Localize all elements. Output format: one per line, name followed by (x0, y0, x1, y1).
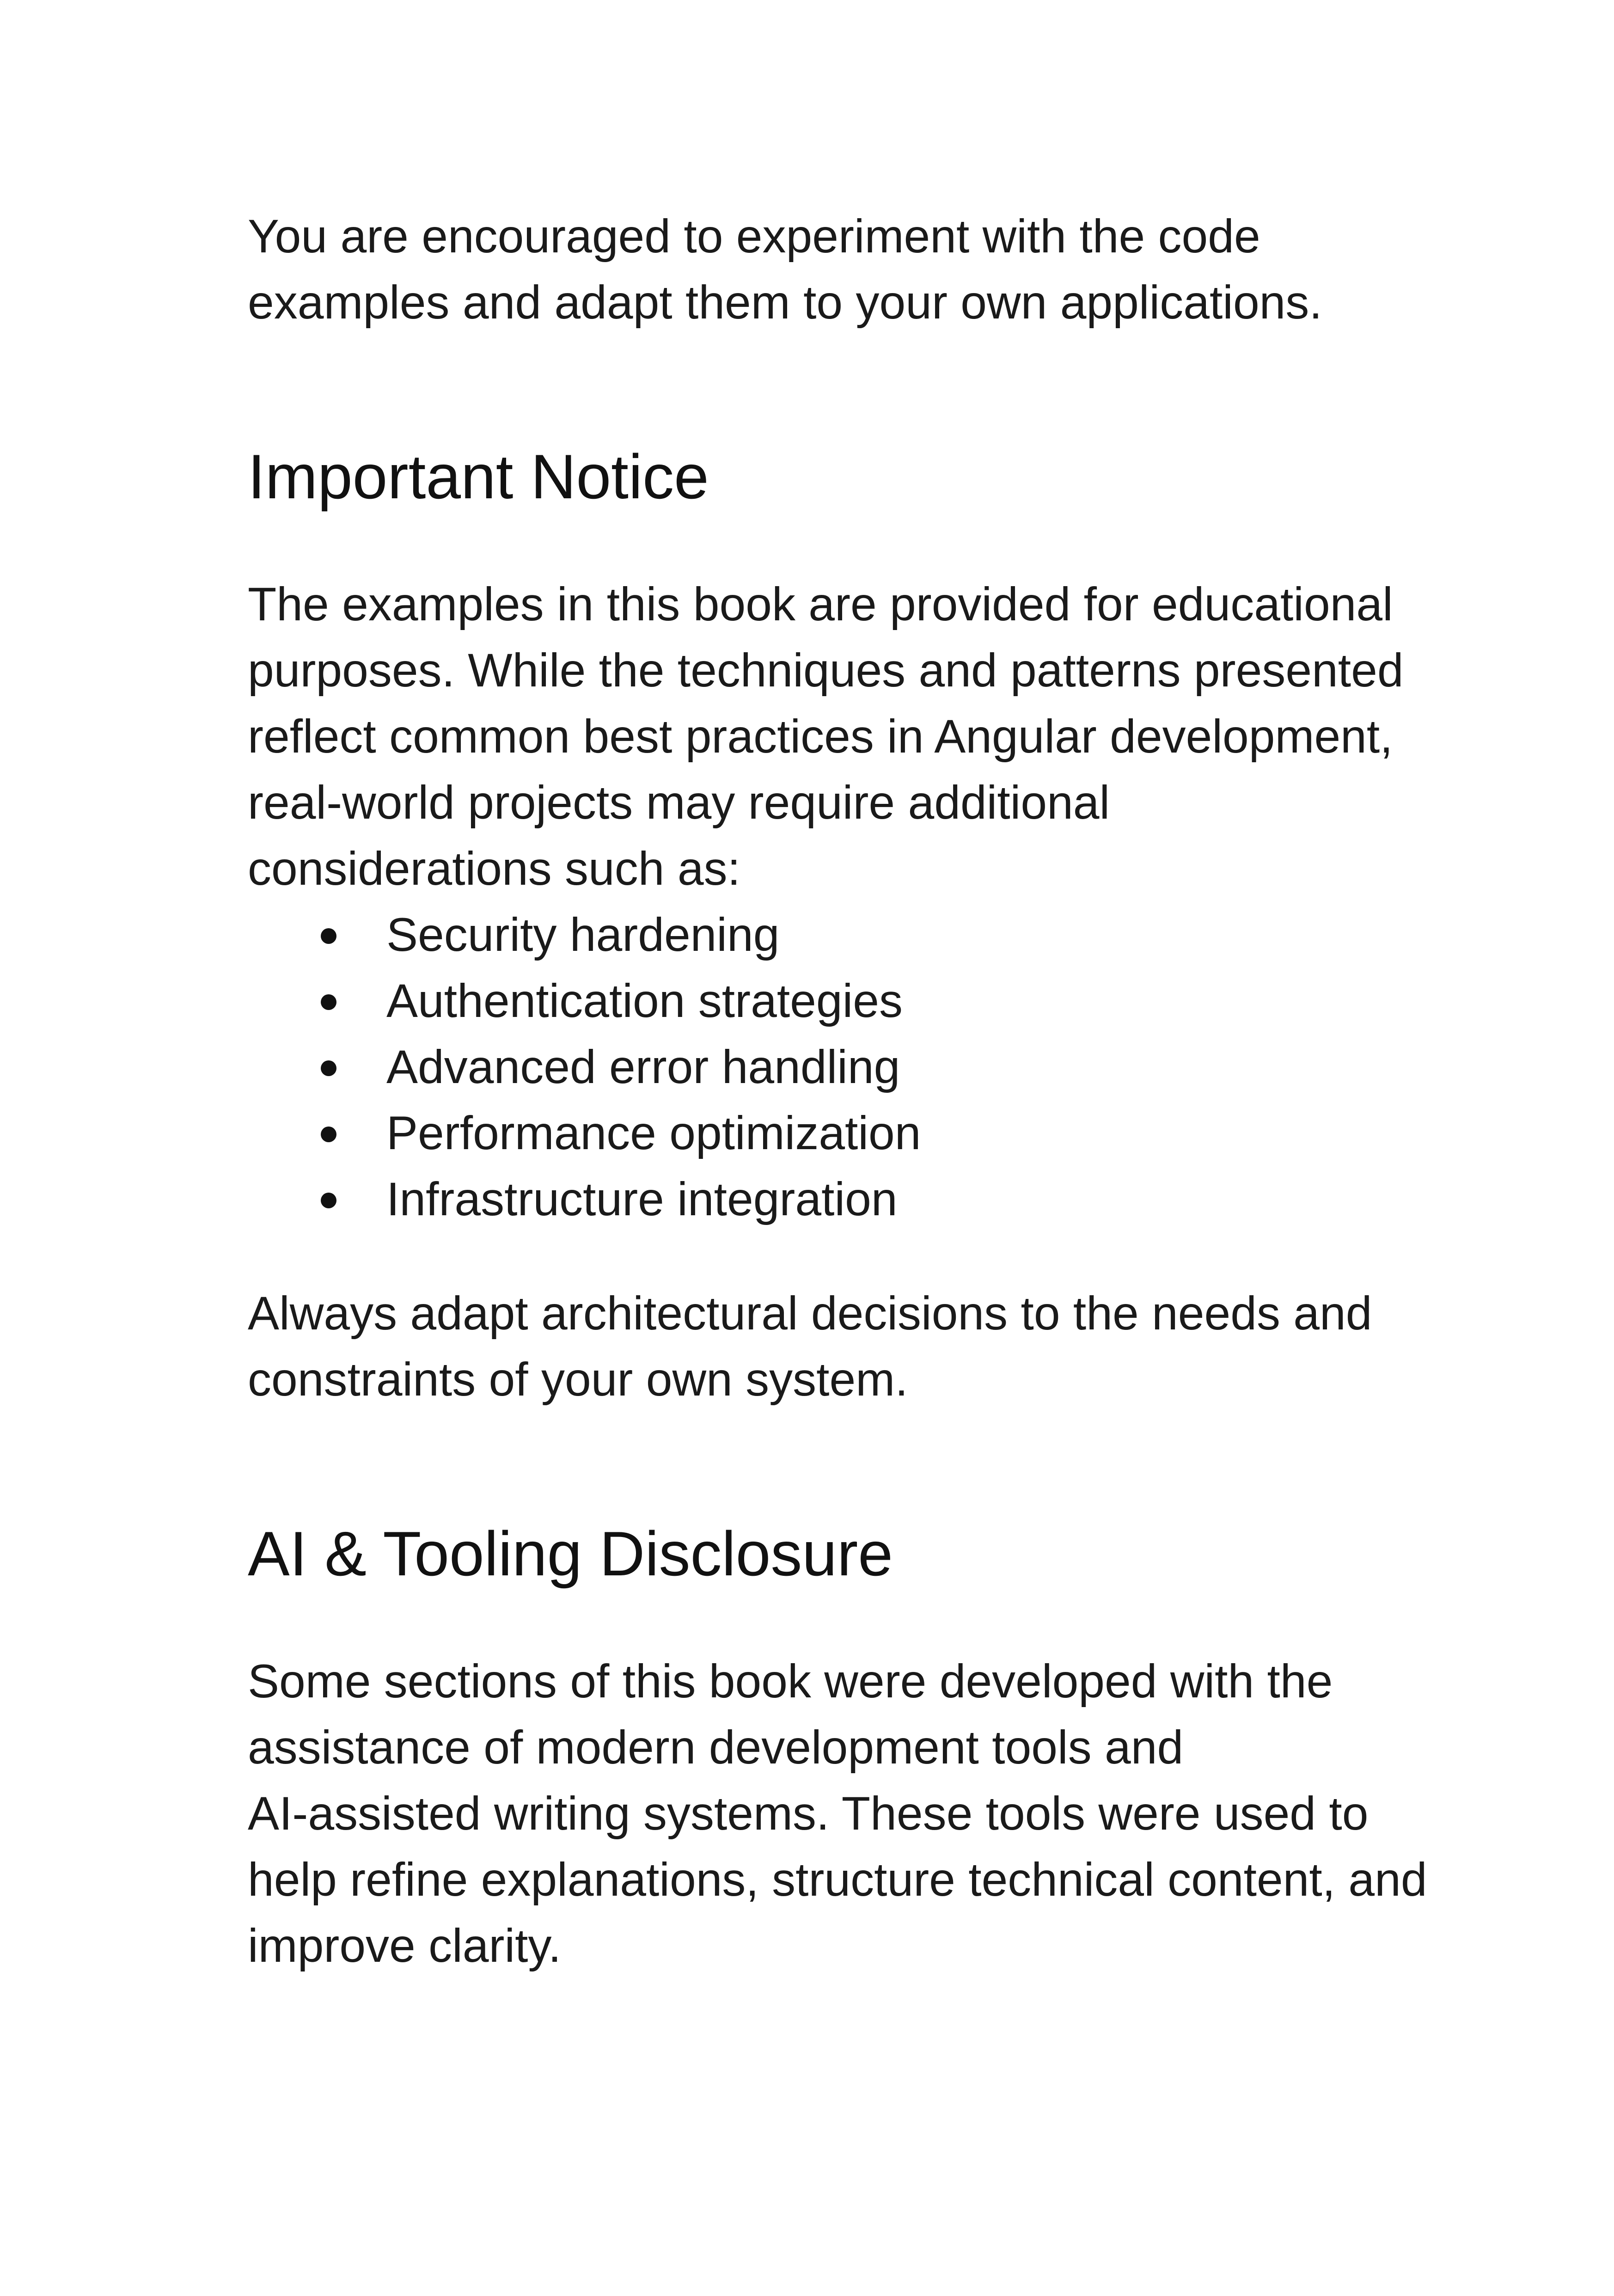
text-line: improve clarity. (248, 1919, 562, 1972)
text-line: purposes. While the techniques and patterns presented (248, 644, 1404, 697)
bullet-icon (321, 1127, 336, 1142)
section-heading-important-notice: Important Notice (248, 441, 709, 512)
text-line: AI-assisted writing systems. These tools were used to (248, 1787, 1369, 1840)
text-line: help refine explanations, structure technical content, and (248, 1853, 1427, 1906)
bullet-icon (321, 994, 336, 1010)
text-line: examples and adapt them to your own applications. (248, 276, 1322, 329)
text-line: Some sections of this book were developed with the (248, 1655, 1333, 1708)
section-heading-ai-disclosure: AI & Tooling Disclosure (248, 1518, 893, 1589)
bullet-icon (321, 1060, 336, 1076)
disclosure-paragraph (248, 1648, 1449, 1979)
intro-paragraph (248, 203, 1449, 336)
notice-paragraph (248, 571, 1449, 902)
bullet-icon (321, 928, 336, 944)
considerations-list (248, 902, 1449, 1232)
text-line: assistance of modern development tools and (248, 1721, 1184, 1774)
list-item (248, 968, 1449, 1034)
list-item-text: Advanced error handling (386, 1041, 900, 1093)
text-line: constraints of your own system. (248, 1353, 908, 1406)
text-line: Always adapt architectural decisions to the needs and (248, 1287, 1372, 1340)
text-line: reflect common best practices in Angular development, (248, 710, 1393, 763)
text-line: The examples in this book are provided for educational (248, 578, 1393, 631)
text-line: You are encouraged to experiment with the code (248, 210, 1260, 263)
list-item (248, 1100, 1449, 1166)
list-item (248, 1034, 1449, 1100)
list-item-text: Performance optimization (386, 1107, 921, 1159)
list-item (248, 902, 1449, 968)
text-line: considerations such as: (248, 842, 740, 895)
list-item (248, 1166, 1449, 1232)
list-item-text: Infrastructure integration (386, 1173, 898, 1225)
page-content (248, 203, 1449, 1979)
text-line: real-world projects may require additional (248, 776, 1110, 829)
list-item-text: Authentication strategies (386, 974, 903, 1027)
list-item-text: Security hardening (386, 908, 780, 961)
bullet-icon (321, 1193, 336, 1208)
closing-paragraph (248, 1280, 1449, 1413)
